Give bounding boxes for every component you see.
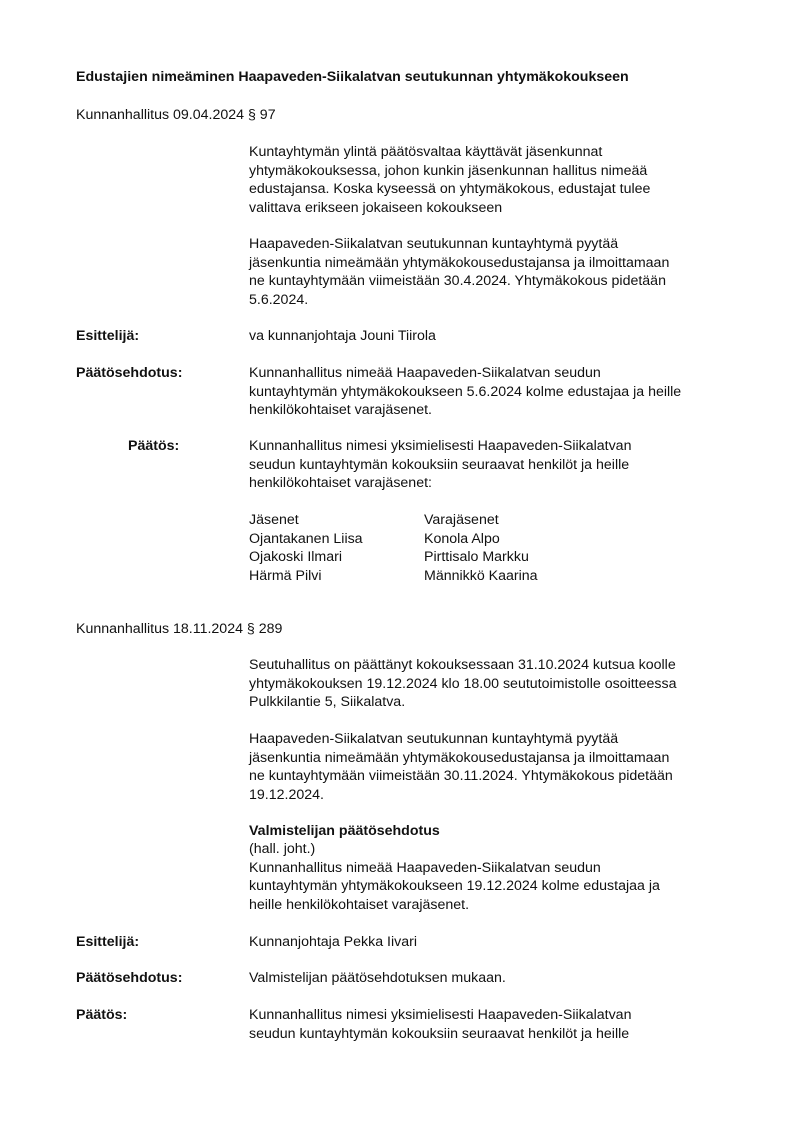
text-line: kuntayhtymän yhtymäkokoukseen 19.12.2024 kolme edustajaa ja (249, 878, 660, 894)
esittelija-label: Esittelijä: (76, 934, 140, 950)
text-line: (hall. joht.) (249, 841, 316, 857)
table-row (249, 548, 538, 567)
section1-para1 (249, 143, 650, 217)
text-line: henkilökohtaiset varajäsenet. (249, 402, 432, 418)
member-name: Härmä Pilvi (249, 567, 322, 584)
text-line: 19.12.2024. (249, 786, 324, 803)
text-line: yhtymäkokouksen 19.12.2024 klo 18.00 seututoimistolle osoitteessa (249, 675, 677, 692)
text-line: Seutuhallitus on päättänyt kokouksessaan 31.10.2024 kutsua koolle (249, 657, 676, 673)
deputy-name: Konola Alpo (424, 530, 500, 547)
text-line: yhtymäkokouksessa, johon kunkin jäsenkunnan hallitus nimeää (249, 162, 648, 179)
text-line: jäsenkuntia nimeämään yhtymäkokousedustajansa ja ilmoittamaan (249, 749, 670, 766)
paatos-text (249, 437, 631, 493)
text-line: seudun kuntayhtymän kokouksiin seuraavat henkilöt ja heille (249, 1025, 630, 1042)
paatosehdotus-text (249, 364, 681, 420)
text-line: valittava erikseen jokaiseen kokoukseen (249, 199, 503, 216)
text-line: Pulkkilantie 5, Siikalatva. (249, 694, 406, 710)
document-title: Edustajien nimeäminen Haapaveden-Siikalatvan seutukunnan yhtymäkokoukseen (76, 69, 629, 85)
text-line: Haapaveden-Siikalatvan seutukunnan kuntayhtymä pyytää (249, 236, 619, 252)
text-line: ne kuntayhtymään viimeistään 30.4.2024. Yhtymäkokous pidetään (249, 273, 666, 289)
deputy-name: Pirttisalo Markku (424, 549, 529, 565)
paatosehdotus-text: Valmistelijan päätösehdotuksen mukaan. (249, 970, 506, 986)
text-line: Kunnanhallitus nimeää Haapaveden-Siikalatvan seudun (249, 365, 601, 381)
paatos-label: Päätös: (76, 1007, 128, 1023)
member-name: Ojakoski Ilmari (249, 549, 343, 565)
esittelija-value: va kunnanjohtaja Jouni Tiirola (249, 328, 436, 344)
text-line: kuntayhtymän yhtymäkokoukseen 5.6.2024 kolme edustajaa ja heille (249, 383, 682, 400)
members-table (249, 511, 538, 585)
text-line: 5.6.2024. (249, 291, 309, 308)
paatosehdotus-label: Päätösehdotus: (76, 365, 183, 381)
member-name: Ojantakanen Liisa (249, 530, 363, 547)
section1-para2 (249, 235, 669, 309)
table-row (249, 567, 538, 586)
text-line: jäsenkuntia nimeämään yhtymäkokousedustajansa ja ilmoittamaan (249, 254, 670, 271)
text-line: Kunnanhallitus nimesi yksimielisesti Haapaveden-Siikalatvan (249, 438, 632, 454)
text-line: Kuntayhtymän ylintä päätösvaltaa käyttävät jäsenkunnat (249, 144, 603, 160)
text-line: henkilökohtaiset varajäsenet: (249, 475, 432, 491)
text-line: edustajansa. Koska kyseessä on yhtymäkokous, edustajat tulee (249, 181, 651, 197)
text-line: ne kuntayhtymään viimeistään 30.11.2024. Yhtymäkokous pidetään (249, 768, 673, 784)
column-header-jasenet: Jäsenet (249, 512, 299, 528)
text-line: heille henkilökohtaiset varajäsenet. (249, 896, 470, 913)
section2-para1 (249, 656, 676, 712)
esittelija-label: Esittelijä: (76, 328, 140, 344)
members-header-row (249, 511, 538, 530)
text-line: seudun kuntayhtymän kokouksiin seuraavat henkilöt ja heille (249, 456, 630, 473)
section2-header: Kunnanhallitus 18.11.2024 § 289 (76, 621, 283, 637)
deputy-name: Männikkö Kaarina (424, 567, 538, 584)
column-header-varajasenet: Varajäsenet (424, 512, 499, 528)
text-line: Kunnanhallitus nimeää Haapaveden-Siikalatvan seudun (249, 859, 601, 876)
valmistelija-text (249, 840, 660, 914)
paatos-label: Päätös: (128, 438, 180, 454)
paatosehdotus-label: Päätösehdotus: (76, 970, 183, 986)
table-row (249, 530, 538, 549)
section2-para2 (249, 730, 673, 804)
paatos-text (249, 1006, 631, 1043)
text-line: Kunnanhallitus nimesi yksimielisesti Haapaveden-Siikalatvan (249, 1007, 632, 1023)
valmistelija-heading: Valmistelijan päätösehdotus (249, 823, 440, 839)
esittelija-value: Kunnanjohtaja Pekka Iivari (249, 934, 417, 950)
text-line: Haapaveden-Siikalatvan seutukunnan kuntayhtymä pyytää (249, 731, 619, 747)
section1-header: Kunnanhallitus 09.04.2024 § 97 (76, 107, 276, 123)
